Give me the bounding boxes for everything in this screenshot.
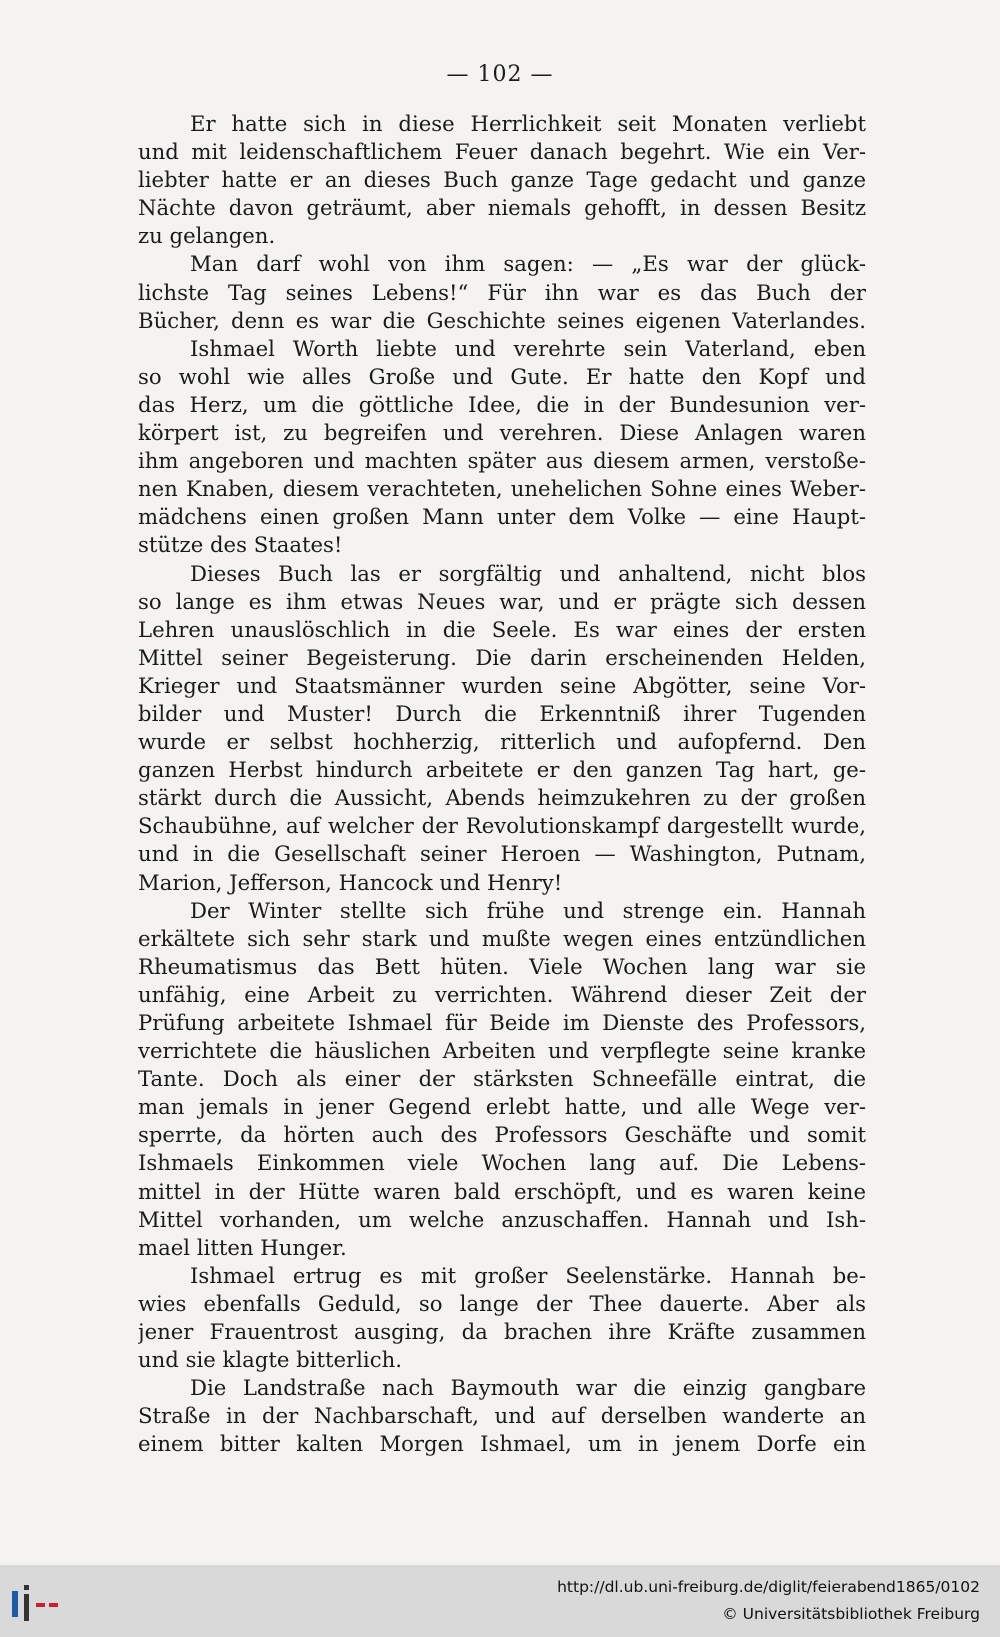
text-line: man jemals in jener Gegend erlebt hatte, und alle Wege ver- — [138, 1094, 866, 1120]
ub-freiburg-logo-icon — [8, 1581, 64, 1627]
text-line: verrichtete die häuslichen Arbeiten und verpflegte seine kranke — [138, 1038, 866, 1064]
text-line: mädchens einen großen Mann unter dem Volke — eine Haupt- — [138, 504, 866, 530]
text-line: Straße in der Nachbarschaft, und auf derselben wanderte an — [138, 1403, 866, 1429]
text-line: Bücher, denn es war die Geschichte seines eigenen Vaterlandes. — [138, 307, 866, 333]
text-line: liebter hatte er an dieses Buch ganze Tage gedacht und ganze — [138, 167, 866, 193]
text-line: so lange es ihm etwas Neues war, und er prägte sich dessen — [138, 588, 866, 614]
text-line: zu gelangen. — [138, 223, 276, 249]
text-line: Schaubühne, auf welcher der Revolutionskampf dargestellt wurde, — [138, 813, 866, 839]
footer-copyright: © Universitätsbibliothek Freiburg — [722, 1605, 980, 1623]
text-line: Ishmael ertrug es mit großer Seelenstärke. Hannah be- — [190, 1262, 866, 1288]
text-line: sperrte, da hörten auch des Professors Geschäfte und somit — [138, 1122, 866, 1148]
text-line: Rheumatismus das Bett hüten. Viele Wochen lang war sie — [138, 953, 866, 979]
text-line: und mit leidenschaftlichem Feuer danach begehrt. Wie ein Ver- — [138, 139, 866, 165]
text-line: Prüfung arbeitete Ishmael für Beide im Dienste des Professors, — [138, 1010, 866, 1035]
text-line: wurde er selbst hochherzig, ritterlich und aufopfernd. Den — [138, 729, 866, 755]
text-line: das Herz, um die göttliche Idee, die in der Bundesunion ver- — [138, 391, 866, 417]
text-line: Dieses Buch las er sorgfältig und anhaltend, nicht blos — [190, 560, 866, 586]
text-line: körpert ist, zu begreifen und verehren. Diese Anlagen waren — [138, 420, 866, 446]
text-line: Die Landstraße nach Baymouth war die einzig gangbare — [190, 1375, 866, 1401]
page-number: — 102 — — [446, 62, 554, 87]
text-line: Krieger und Staatsmänner wurden seine Abgötter, seine Vor- — [138, 672, 866, 698]
text-line: stärkt durch die Aussicht, Abends heimzukehren zu der großen — [138, 785, 866, 811]
text-line: lichste Tag seines Lebens!“ Für ihn war es das Buch der — [138, 279, 866, 305]
footer-bar — [0, 1565, 1000, 1637]
text-line: Er hatte sich in diese Herrlichkeit seit Monaten verliebt — [190, 111, 866, 136]
text-line: Ishmaels Einkommen viele Wochen lang auf. Die Lebens- — [138, 1150, 866, 1176]
text-line: bilder und Muster! Durch die Erkenntniß ihrer Tugenden — [138, 700, 866, 726]
text-line: unfähig, eine Arbeit zu verrichten. Während dieser Zeit der — [138, 981, 866, 1007]
page-body-text — [138, 110, 866, 1459]
text-line: ganzen Herbst hindurch arbeitete er den ganzen Tag hart, ge- — [138, 757, 866, 783]
text-line: mittel in der Hütte waren bald erschöpft, und es waren keine — [138, 1178, 866, 1204]
text-line: und sie klagte bitterlich. — [138, 1347, 402, 1373]
text-line: einem bitter kalten Morgen Ishmael, um in jenem Dorfe ein — [138, 1431, 866, 1457]
text-line: so wohl wie alles Große und Gute. Er hatte den Kopf und — [138, 363, 866, 389]
text-line: und in die Gesellschaft seiner Heroen — Washington, Putnam, — [138, 841, 866, 867]
text-line: nen Knaben, diesem verachteten, unehelichen Sohne eines Weber- — [138, 476, 866, 502]
text-line: Mittel seiner Begeisterung. Die darin erscheinenden Helden, — [138, 644, 866, 670]
text-line: jener Frauentrost ausging, da brachen ihre Kräfte zusammen — [138, 1319, 866, 1345]
text-line: Mittel vorhanden, um welche anzuschaffen. Hannah und Ish- — [138, 1206, 866, 1232]
text-line: Tante. Doch als einer der stärksten Schneefälle eintrat, die — [138, 1066, 866, 1092]
text-line: Nächte davon geträumt, aber niemals gehofft, in dessen Besitz — [138, 195, 866, 221]
text-line: Man darf wohl von ihm sagen: — „Es war der glück- — [190, 251, 866, 277]
text-line: wies ebenfalls Geduld, so lange der Thee dauerte. Aber als — [138, 1290, 866, 1316]
text-line: Lehren unauslöschlich in die Seele. Es war eines der ersten — [138, 616, 866, 642]
footer-url-link[interactable]: http://dl.ub.uni-freiburg.de/diglit/feierabend1865/0102 — [557, 1578, 980, 1596]
text-line: ihm angeboren und machten später aus diesem armen, verstoße- — [138, 448, 866, 474]
text-line: mael litten Hunger. — [138, 1234, 347, 1260]
text-line: stütze des Staates! — [138, 532, 343, 558]
text-line: Marion, Jefferson, Hancock und Henry! — [138, 869, 563, 895]
text-line: erkältete sich sehr stark und mußte wegen eines entzündlichen — [138, 925, 866, 951]
text-line: Ishmael Worth liebte und verehrte sein Vaterland, eben — [190, 335, 866, 361]
text-line: Der Winter stellte sich frühe und strenge ein. Hannah — [190, 897, 866, 923]
